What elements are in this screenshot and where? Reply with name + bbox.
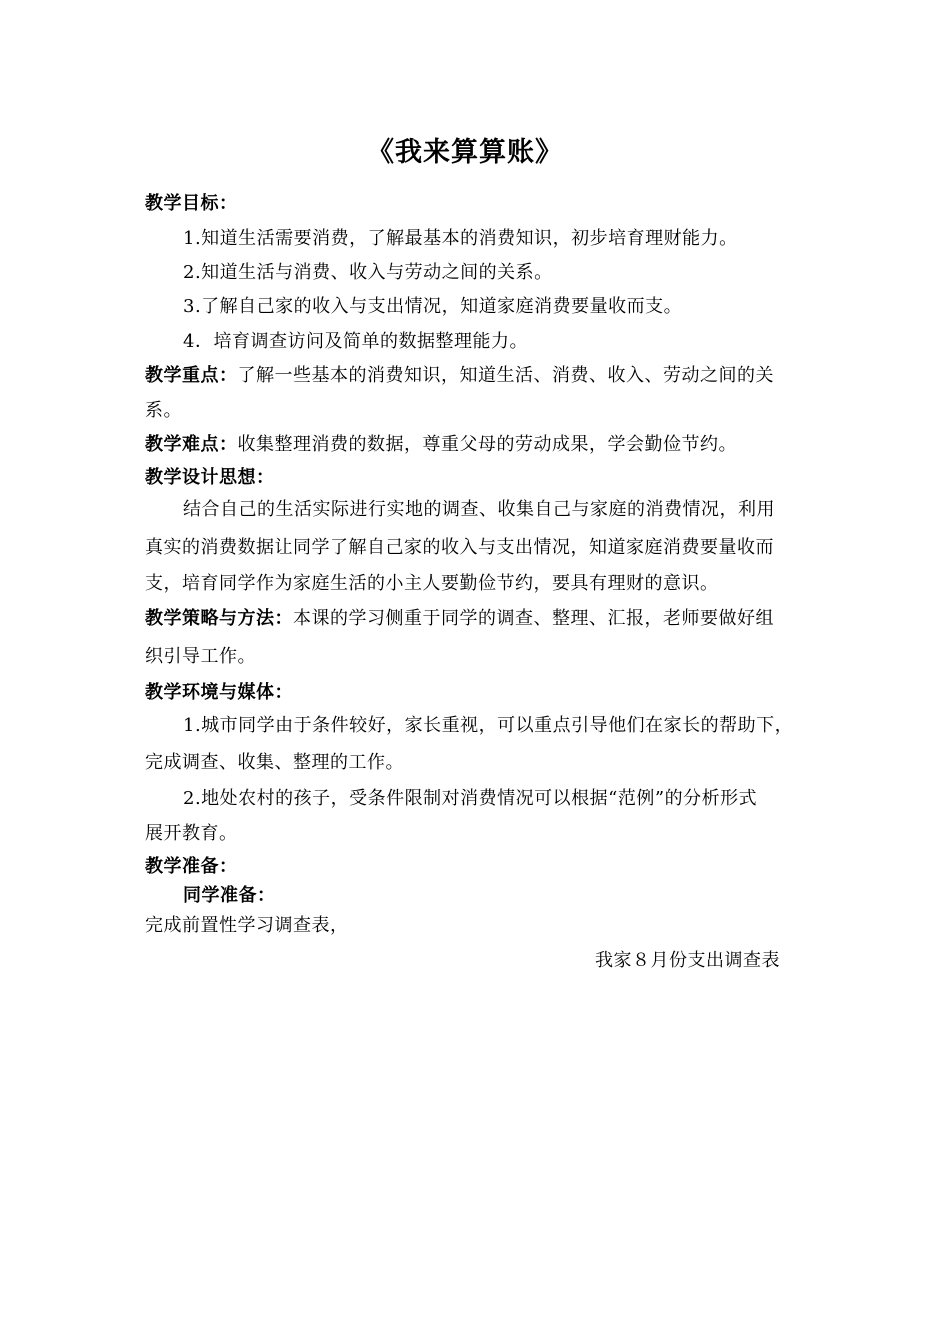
strategy-continuation: 织引导工作。 bbox=[145, 646, 256, 667]
difficulties-label: 教学难点： bbox=[145, 434, 238, 455]
key-points-label: 教学重点： bbox=[145, 365, 238, 386]
difficulties-text: 收集整理消费的数据，尊重父母的劳动成果，学会勤俭节约。 bbox=[237, 434, 737, 455]
goal-item: 1.知道生活需要消费，了解最基本的消费知识，初步培育理财能力。 bbox=[183, 228, 738, 249]
environment-heading: 教学环境与媒体： bbox=[145, 682, 293, 703]
key-points-paragraph bbox=[145, 363, 835, 389]
design-text-line: 结合自己的生活实际进行实地的调查、收集自己与家庭的消费情况，利用 bbox=[183, 499, 775, 520]
goal-item: 4．培育调查访问及简单的数据整理能力。 bbox=[183, 331, 528, 352]
preparation-heading: 教学准备： bbox=[145, 856, 238, 877]
difficulties-paragraph bbox=[145, 432, 835, 458]
environment-item-1-continuation: 完成调查、收集、整理的工作。 bbox=[145, 752, 404, 773]
student-preparation-heading: 同学准备： bbox=[183, 885, 276, 906]
environment-item-2-continuation: 展开教育。 bbox=[145, 823, 238, 844]
strategy-label: 教学策略与方法： bbox=[145, 608, 293, 629]
goals-heading: 教学目标： bbox=[145, 193, 238, 214]
key-points-text: 了解一些基本的消费知识，知道生活、消费、收入、劳动之间的关 bbox=[237, 365, 774, 386]
design-text-line: 支，培育同学作为家庭生活的小主人要勤俭节约，要具有理财的意识。 bbox=[145, 573, 719, 594]
strategy-text: 本课的学习侧重于同学的调查、整理、汇报，老师要做好组 bbox=[293, 608, 774, 629]
goal-item: 2.知道生活与消费、收入与劳动之间的关系。 bbox=[183, 262, 553, 283]
goal-item: 3.了解自己家的收入与支出情况，知道家庭消费要量收而支。 bbox=[183, 296, 683, 317]
preparation-text: 完成前置性学习调查表， bbox=[145, 915, 349, 936]
key-points-continuation: 系。 bbox=[145, 400, 182, 421]
design-text-line: 真实的消费数据让同学了解自己家的收入与支出情况，知道家庭消费要量收而 bbox=[145, 537, 774, 558]
environment-item-2: 2.地处农村的孩子，受条件限制对消费情况可以根据“范例”的分析形式 bbox=[183, 788, 758, 809]
table-caption: 我家８月份支出调查表 bbox=[595, 950, 780, 971]
design-heading: 教学设计思想： bbox=[145, 467, 275, 488]
strategy-paragraph bbox=[145, 606, 835, 632]
page-title: 《我来算算账》 bbox=[367, 137, 563, 168]
environment-item-1: 1.城市同学由于条件较好，家长重视，可以重点引导他们在家长的帮助下， bbox=[183, 715, 794, 736]
